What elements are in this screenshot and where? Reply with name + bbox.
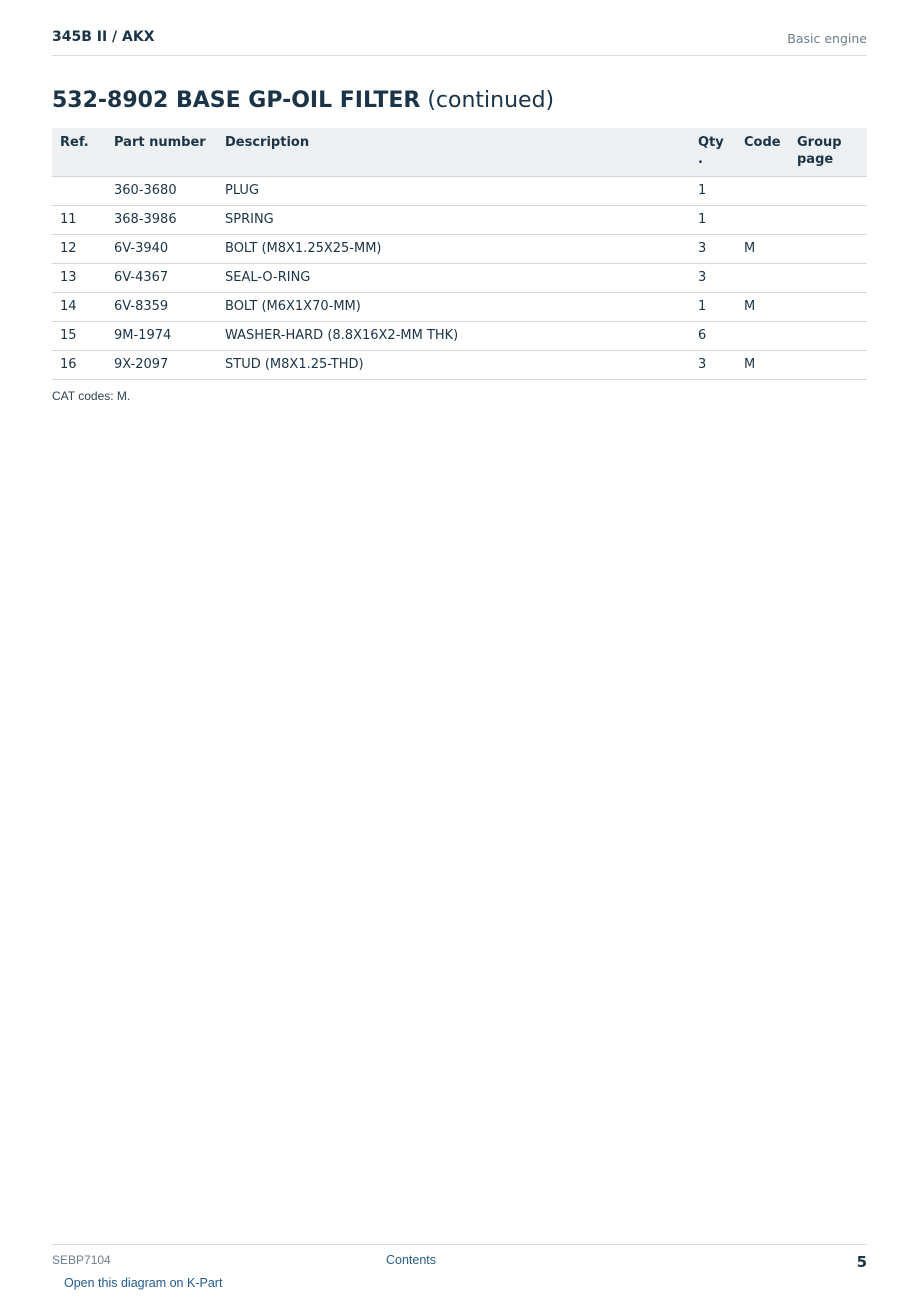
description-cell: SEAL-O-RING xyxy=(217,264,690,293)
qty-cell: 3 xyxy=(690,235,736,264)
part-number-cell: 360-3680 xyxy=(106,177,217,206)
group-page-cell xyxy=(789,235,867,264)
code-cell: M xyxy=(736,293,789,322)
table-row xyxy=(52,264,867,293)
col-part-number-header: Part number xyxy=(106,128,217,177)
description-cell: SPRING xyxy=(217,206,690,235)
kpart-link[interactable]: Open this diagram on K-Part xyxy=(64,1276,223,1290)
table-row xyxy=(52,235,867,264)
code-cell xyxy=(736,206,789,235)
qty-cell: 1 xyxy=(690,206,736,235)
part-number-cell: 9M-1974 xyxy=(106,322,217,351)
description-cell: STUD (M8X1.25-THD) xyxy=(217,351,690,380)
code-cell xyxy=(736,177,789,206)
group-page-cell xyxy=(789,177,867,206)
ref-cell: 16 xyxy=(52,351,106,380)
table-header-row xyxy=(52,128,867,177)
group-page-cell xyxy=(789,351,867,380)
table-row xyxy=(52,322,867,351)
contents-link[interactable]: Contents xyxy=(386,1253,437,1267)
table-row xyxy=(52,351,867,380)
page-number: 5 xyxy=(856,1253,867,1271)
qty-cell: 6 xyxy=(690,322,736,351)
code-cell xyxy=(736,264,789,293)
code-cell xyxy=(736,322,789,351)
col-code-header: Code xyxy=(736,128,789,177)
col-ref-header: Ref. xyxy=(52,128,106,177)
table-row xyxy=(52,293,867,322)
ref-cell: 14 xyxy=(52,293,106,322)
ref-cell: 12 xyxy=(52,235,106,264)
cat-codes-note: CAT codes: M. xyxy=(52,389,131,403)
qty-cell: 1 xyxy=(690,293,736,322)
col-description-header: Description xyxy=(217,128,690,177)
part-number-cell: 6V-8359 xyxy=(106,293,217,322)
part-number-cell: 368-3986 xyxy=(106,206,217,235)
parts-table xyxy=(52,128,867,380)
group-page-cell xyxy=(789,206,867,235)
page-footer xyxy=(52,1244,867,1275)
ref-cell: 11 xyxy=(52,206,106,235)
description-cell: PLUG xyxy=(217,177,690,206)
code-cell: M xyxy=(736,235,789,264)
qty-cell: 3 xyxy=(690,351,736,380)
group-page-cell xyxy=(789,322,867,351)
parts-table-body xyxy=(52,177,867,380)
description-cell: BOLT (M8X1.25X25-MM) xyxy=(217,235,690,264)
ref-cell xyxy=(52,177,106,206)
document-number: SEBP7104 xyxy=(52,1253,111,1267)
part-number-cell: 6V-4367 xyxy=(106,264,217,293)
qty-cell: 3 xyxy=(690,264,736,293)
code-cell: M xyxy=(736,351,789,380)
qty-cell: 1 xyxy=(690,177,736,206)
title-part-group: 532-8902 BASE GP-OIL FILTER xyxy=(52,88,421,113)
page-title xyxy=(52,88,554,113)
description-cell: WASHER-HARD (8.8X16X2-MM THK) xyxy=(217,322,690,351)
part-number-cell: 9X-2097 xyxy=(106,351,217,380)
group-page-cell xyxy=(789,264,867,293)
table-row xyxy=(52,206,867,235)
title-continued: (continued) xyxy=(427,88,555,113)
col-qty-header: Qty . xyxy=(690,128,736,177)
model-label: 345B II / AKX xyxy=(52,29,155,45)
part-number-cell: 6V-3940 xyxy=(106,235,217,264)
ref-cell: 13 xyxy=(52,264,106,293)
page-header xyxy=(52,28,867,56)
ref-cell: 15 xyxy=(52,322,106,351)
table-row xyxy=(52,177,867,206)
section-label: Basic engine xyxy=(787,31,867,46)
group-page-cell xyxy=(789,293,867,322)
description-cell: BOLT (M6X1X70-MM) xyxy=(217,293,690,322)
col-group-page-header: Group page xyxy=(789,128,867,177)
